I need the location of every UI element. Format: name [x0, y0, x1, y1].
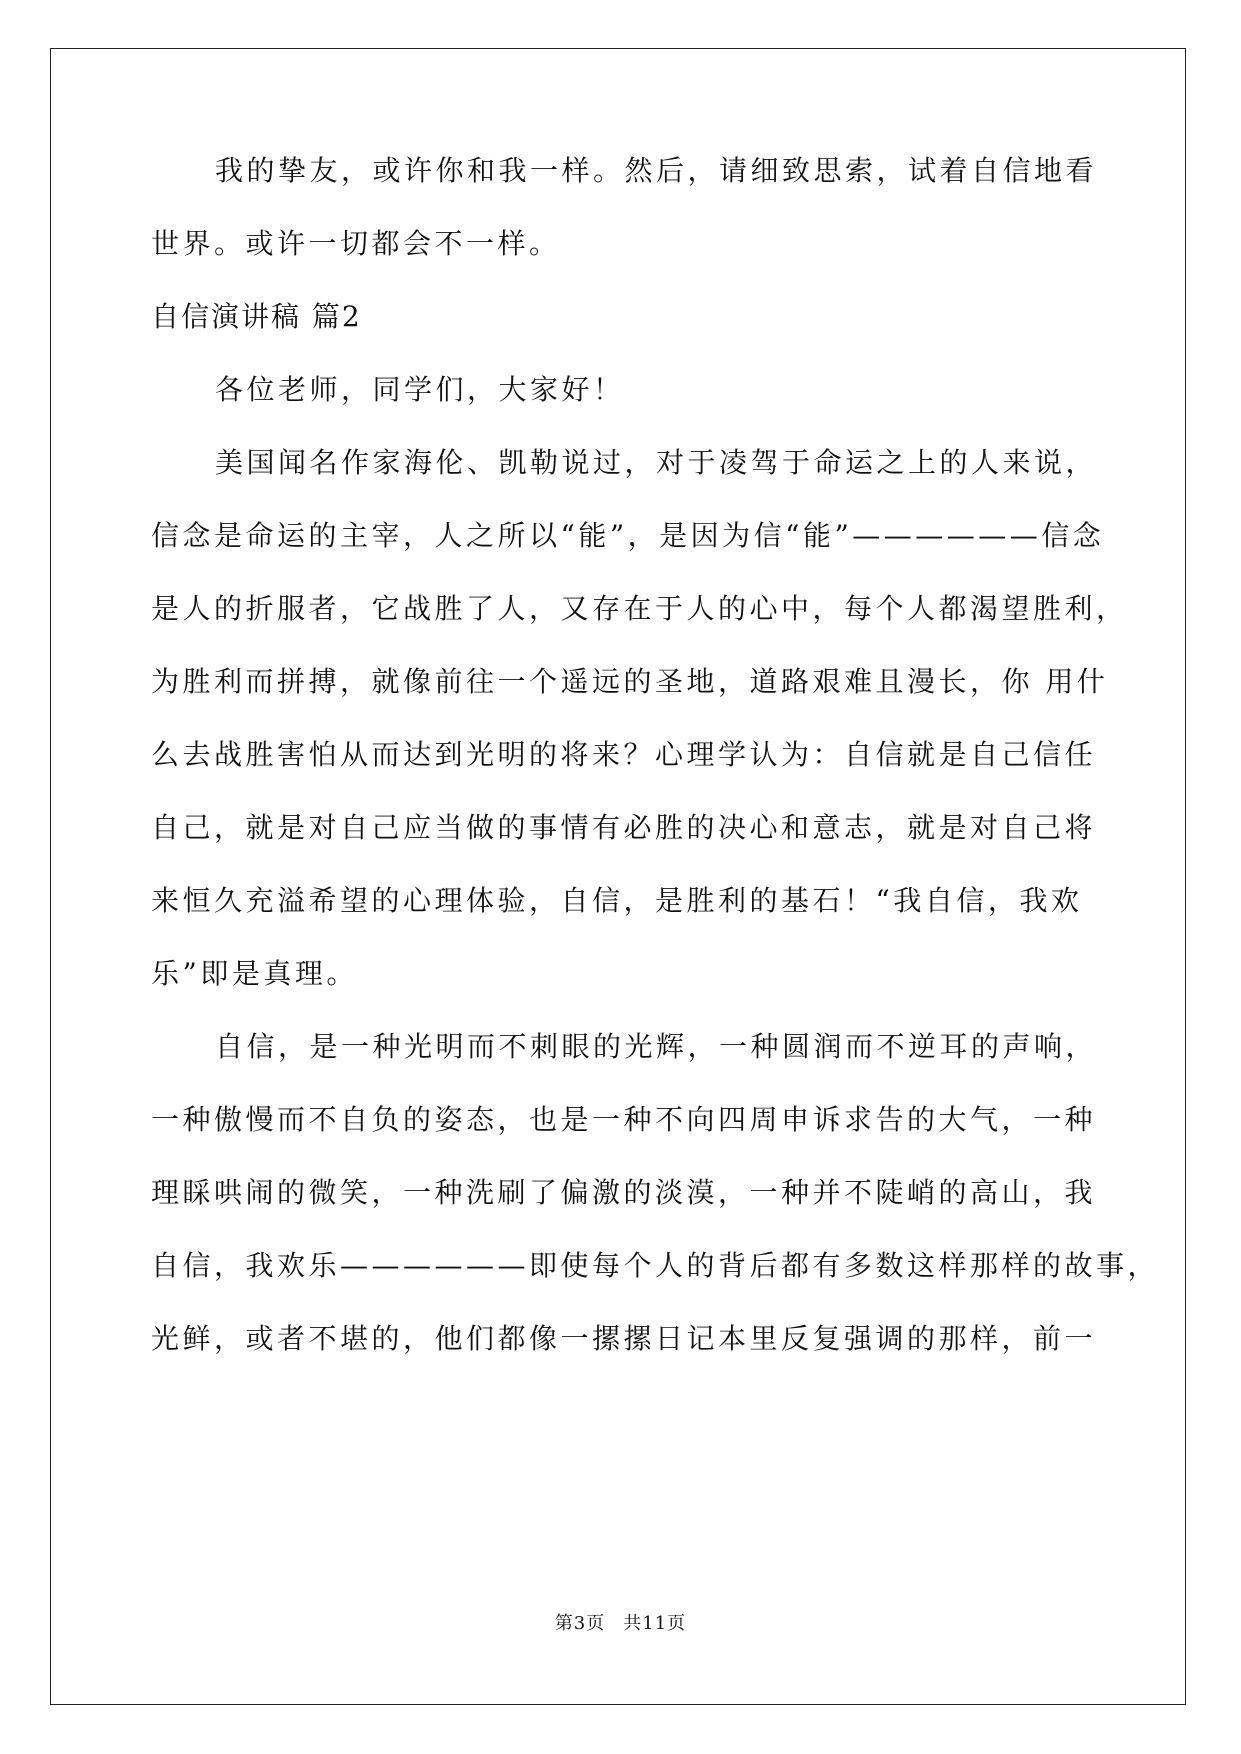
text-line: 乐”即是真理。 — [151, 957, 358, 990]
text-line: 光鲜，或者不堪的，他们都像一摞摞日记本里反复强调的那样，前一 — [151, 1322, 1097, 1355]
text-line: 自信，我欢乐——————即使每个人的背后都有多数这样那样的故事， — [151, 1249, 1160, 1282]
text-line: 世界。或许一切都会不一样。 — [151, 227, 561, 260]
section-heading: 自信演讲稿 篇2 — [151, 300, 362, 333]
text-line: 理睬哄闹的微笑，一种洗刷了偏激的淡漠，一种并不陡峭的高山，我 — [151, 1176, 1097, 1209]
text-line: 么去战胜害怕从而达到光明的将来？心理学认为：自信就是自己信任 — [151, 738, 1097, 771]
text-line: 一种傲慢而不自负的姿态，也是一种不向四周申诉求告的大气，一种 — [151, 1103, 1097, 1136]
text-line: 我的挚友，或许你和我一样。然后，请细致思索，试着自信地看 — [215, 154, 1098, 187]
text-line: 各位老师，同学们，大家好！ — [215, 373, 625, 406]
text-line: 自己，就是对自己应当做的事情有必胜的决心和意志，就是对自己将 — [151, 811, 1097, 844]
text-line: 来恒久充溢希望的心理体验，自信，是胜利的基石！“我自信，我欢 — [151, 884, 1083, 917]
page-number: 第3页 — [554, 1613, 606, 1634]
text-line: 美国闻名作家海伦、凯勒说过，对于凌驾于命运之上的人来说， — [215, 446, 1098, 479]
text-line: 是人的折服者，它战胜了人，又存在于人的心中，每个人都渴望胜利， — [151, 592, 1128, 625]
text-line: 为胜利而拼搏，就像前往一个遥远的圣地，道路艰难且漫长，你 用什 — [151, 665, 1109, 698]
text-line: 自信，是一种光明而不刺眼的光辉，一种圆润而不逆耳的声响， — [215, 1030, 1098, 1063]
page-footer — [0, 1613, 1241, 1635]
page-total: 共11页 — [623, 1613, 687, 1634]
page-border — [50, 48, 1186, 1705]
text-line: 信念是命运的主宰，人之所以“能”，是因为信“能”——————信念 — [151, 519, 1105, 552]
